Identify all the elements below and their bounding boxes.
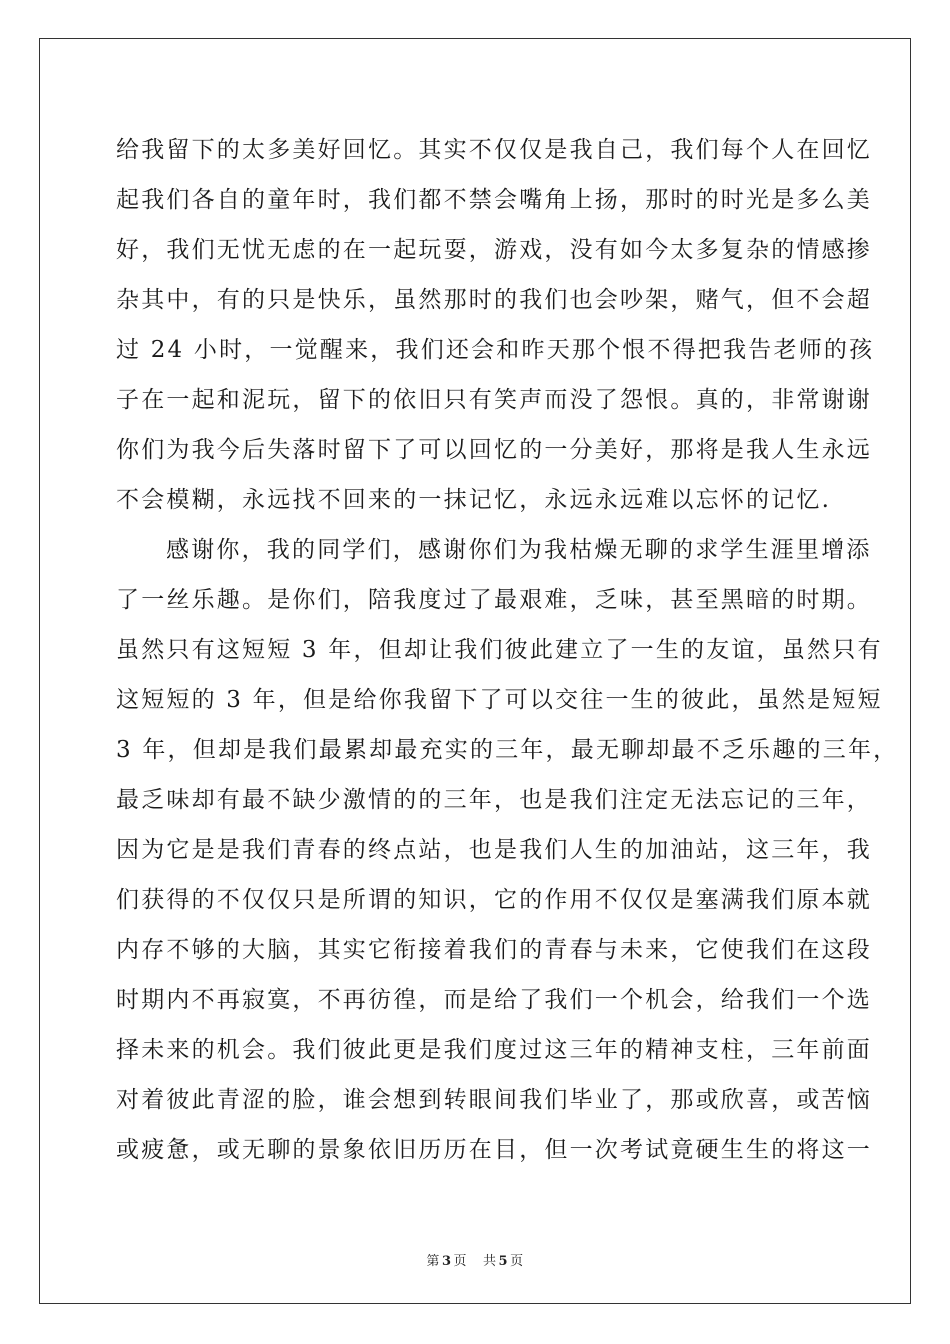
text-line: 3 年，但却是我们最累却最充实的三年，最无聊却最不乏乐趣的三年， — [116, 737, 899, 763]
total-label-prefix: 共 — [483, 1254, 497, 1269]
text-line: 子在一起和泥玩，留下的依旧只有笑声而没了怨恨。真的，非常谢谢 — [116, 387, 872, 413]
text-line: 给我留下的太多美好回忆。其实不仅仅是我自己，我们每个人在回忆 — [116, 137, 872, 163]
text-line: 不会模糊，永远找不回来的一抹记忆，永远永远难以忘怀的记忆. — [116, 487, 832, 513]
text-line: 们获得的不仅仅只是所谓的知识，它的作用不仅仅是塞满我们原本就 — [116, 887, 872, 913]
text-line: 时期内不再寂寞，不再彷徨，而是给了我们一个机会，给我们一个选 — [116, 987, 872, 1013]
text-line: 起我们各自的童年时，我们都不禁会嘴角上扬，那时的时光是多么美 — [116, 187, 872, 213]
paragraph-1 — [116, 130, 875, 530]
text-line: 最乏味却有最不缺少激情的的三年，也是我们注定无法忘记的三年， — [116, 787, 872, 813]
page-label-prefix: 第 — [426, 1254, 440, 1269]
text-line: 择未来的机会。我们彼此更是我们度过这三年的精神支柱，三年前面 — [116, 1037, 872, 1063]
text-line: 你们为我今后失落时留下了可以回忆的一分美好，那将是我人生永远 — [116, 437, 872, 463]
text-line: 过 24 小时，一觉醒来，我们还会和昨天那个恨不得把我告老师的孩 — [116, 337, 875, 363]
page-footer — [0, 1250, 950, 1269]
page-label-suffix: 页 — [453, 1254, 467, 1269]
text-line: 感谢你，我的同学们，感谢你们为我枯燥无聊的求学生涯里增添 — [166, 537, 872, 563]
text-line: 因为它是是我们青春的终点站，也是我们人生的加油站，这三年，我 — [116, 837, 872, 863]
text-line: 杂其中，有的只是快乐，虽然那时的我们也会吵架，赌气，但不会超 — [116, 287, 872, 313]
text-line: 好，我们无忧无虑的在一起玩耍，游戏，没有如今太多复杂的情感掺 — [116, 237, 872, 263]
total-page-number: 5 — [498, 1254, 509, 1269]
text-line: 了一丝乐趣。是你们，陪我度过了最艰难，乏味，甚至黑暗的时期。 — [116, 587, 872, 613]
text-line: 或疲惫，或无聊的景象依旧历历在目，但一次考试竟硬生生的将这一 — [116, 1137, 872, 1163]
document-body — [116, 130, 899, 1180]
paragraph-2 — [116, 530, 899, 1180]
current-page-number: 3 — [441, 1254, 452, 1269]
total-label-suffix: 页 — [510, 1254, 524, 1269]
text-line: 虽然只有这短短 3 年，但却让我们彼此建立了一生的友谊，虽然只有 — [116, 637, 883, 663]
text-line: 对着彼此青涩的脸，谁会想到转眼间我们毕业了，那或欣喜，或苦恼 — [116, 1087, 872, 1113]
text-line: 这短短的 3 年，但是给你我留下了可以交往一生的彼此，虽然是短短 — [116, 687, 883, 713]
text-line: 内存不够的大脑，其实它衔接着我们的青春与未来，它使我们在这段 — [116, 937, 872, 963]
